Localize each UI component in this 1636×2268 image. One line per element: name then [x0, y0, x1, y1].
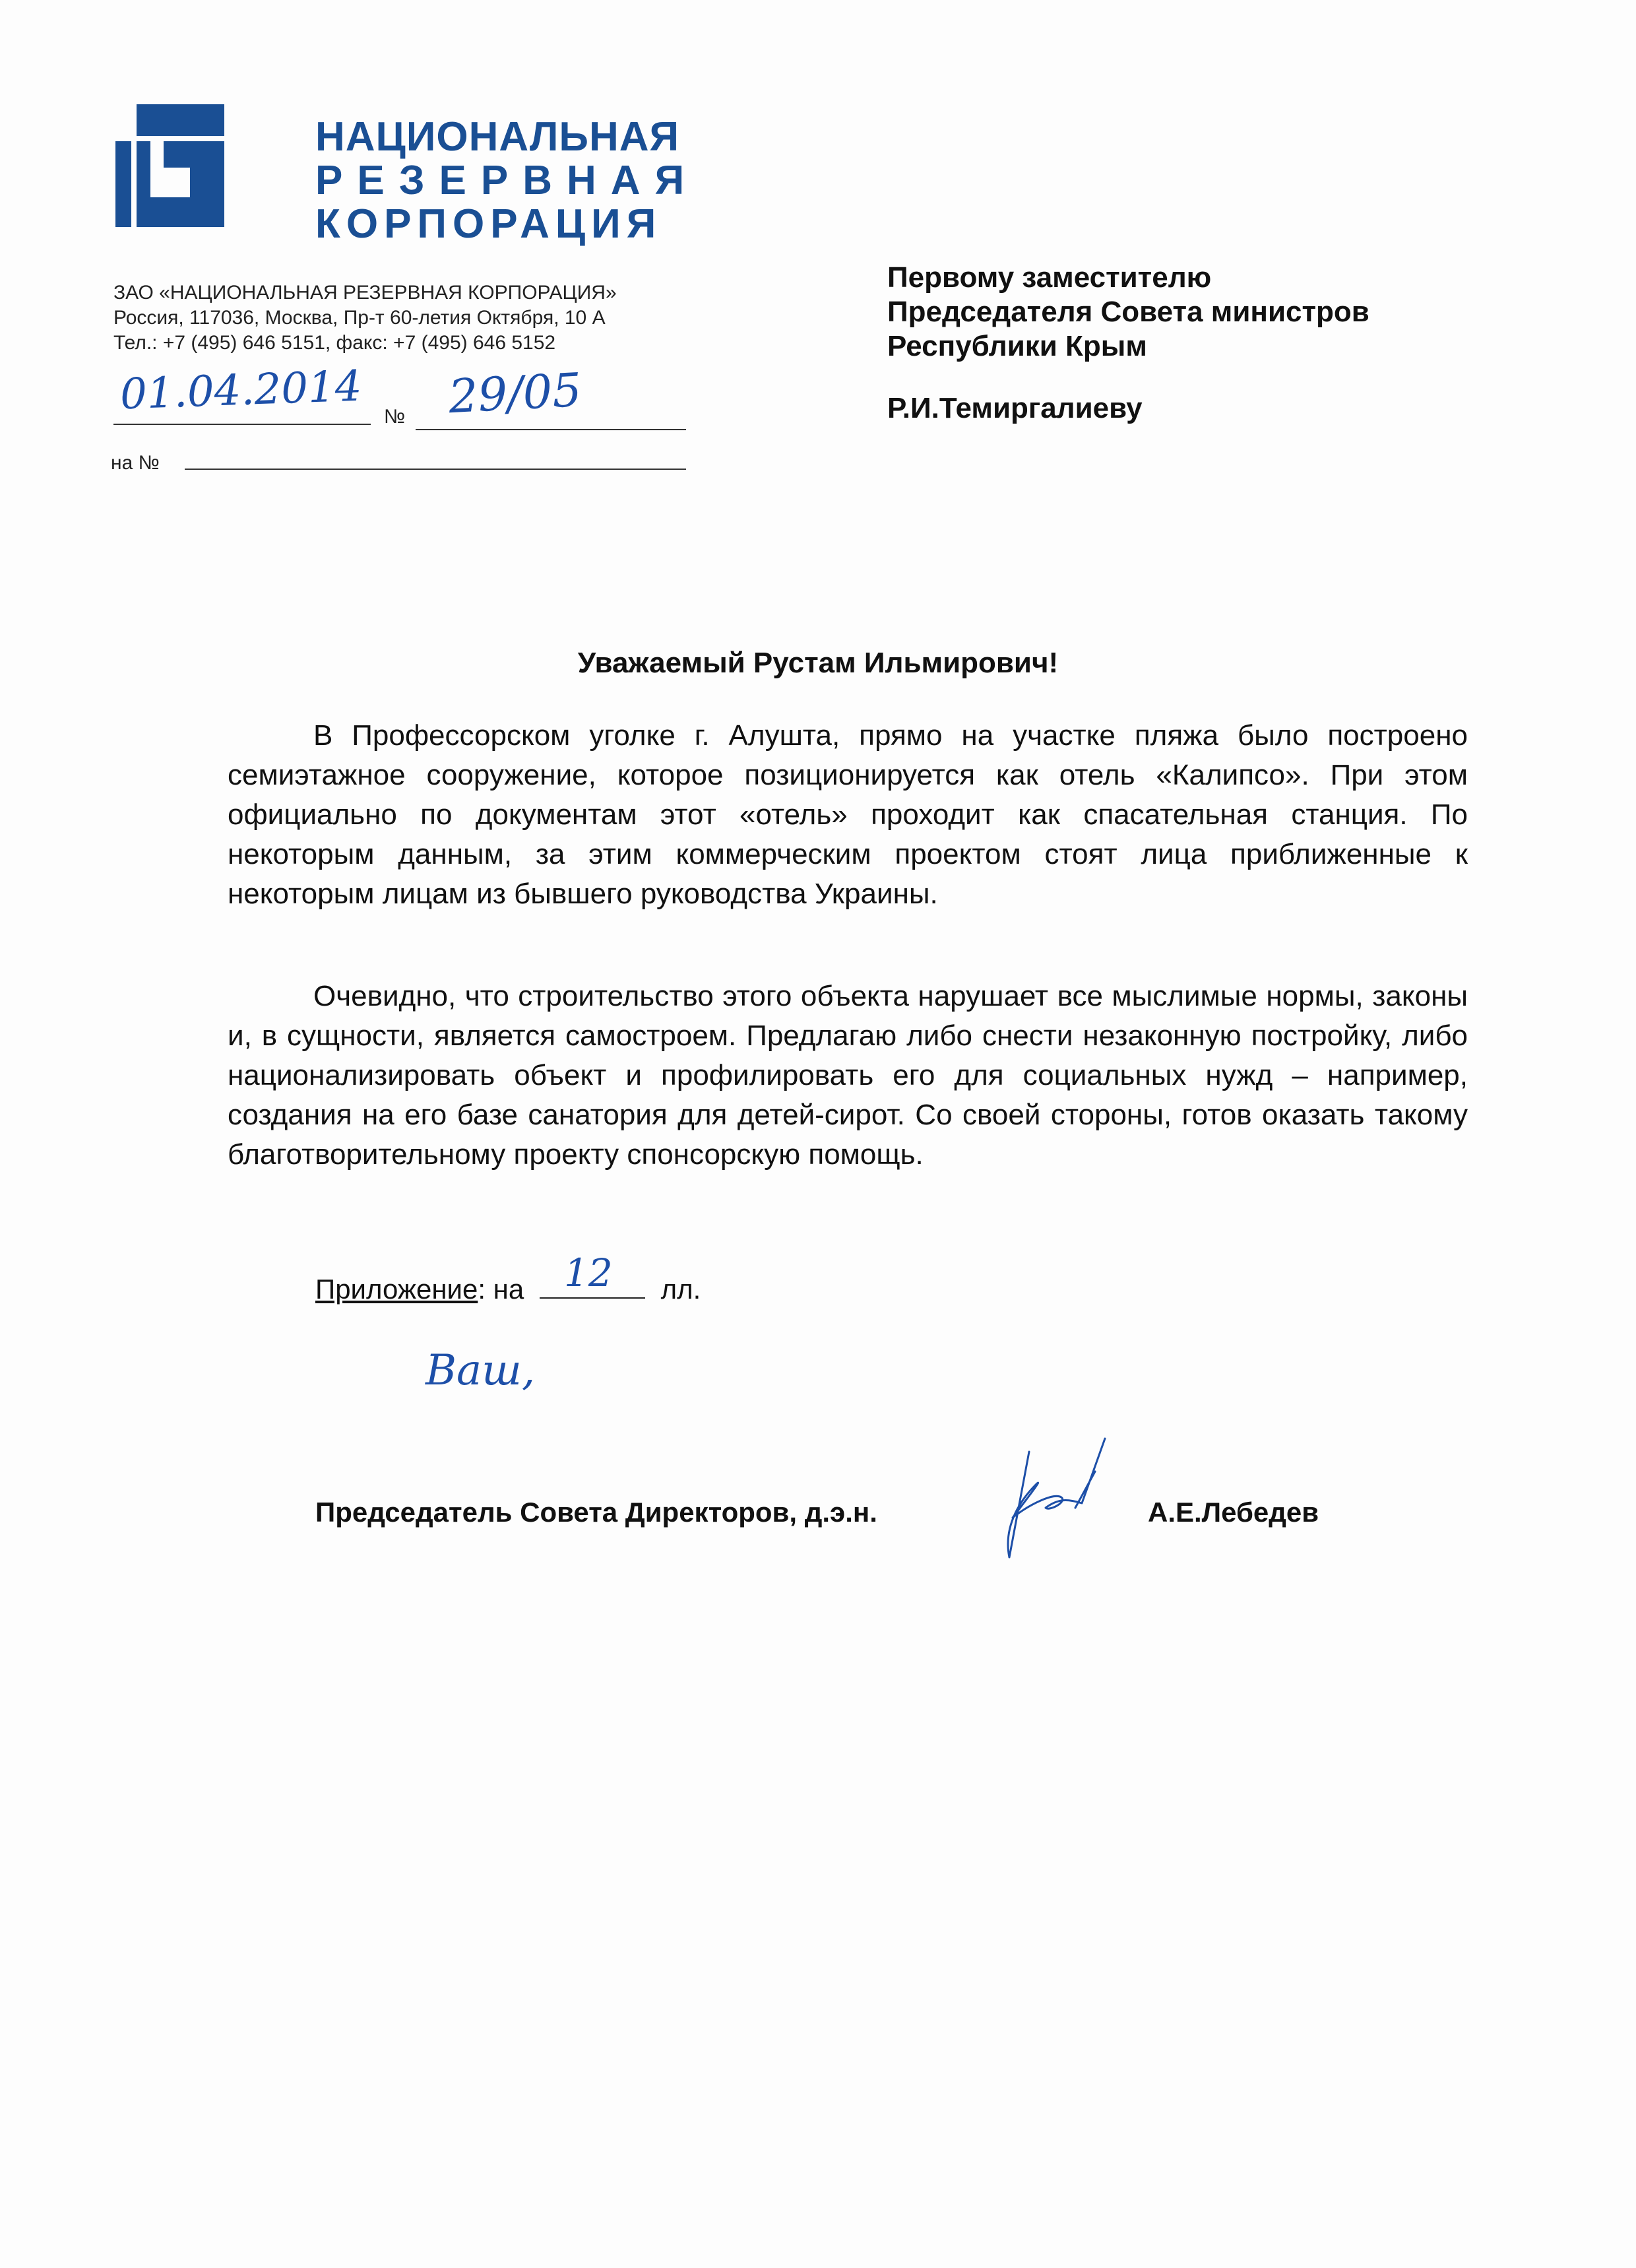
company-details: [113, 280, 617, 356]
org-name: ЗАО «НАЦИОНАЛЬНАЯ РЕЗЕРВНАЯ КОРПОРАЦИЯ»: [113, 282, 617, 304]
addressee-line-2: Председателя Совета министров: [887, 296, 1369, 328]
addressee-line-1: Первому заместителю: [887, 261, 1212, 294]
signer-title: Председатель Совета Директоров, д.э.н.: [315, 1497, 877, 1528]
attachment-count: 12: [564, 1250, 613, 1295]
addressee-block: [887, 261, 1369, 426]
attachment-prefix: : на: [478, 1274, 524, 1305]
brand-line-2: РЕЗЕРВНАЯ: [315, 158, 699, 203]
addressee-line-3: Республики Крым: [887, 330, 1147, 362]
reply-to-label: на №: [111, 452, 160, 474]
outgoing-number: 29/05: [447, 362, 583, 424]
signature-icon: [983, 1425, 1148, 1571]
brand-line-3: КОРПОРАЦИЯ: [315, 201, 662, 247]
salutation: Уважаемый Рустам Ильмирович!: [577, 647, 1059, 679]
company-brand-name: [315, 115, 699, 246]
attachment-suffix: лл.: [660, 1274, 701, 1305]
body-paragraph-2: Очевидно, что строительство этого объекта нарушает все мыслимые нормы, законы и, в сущности, является самостроем. Предлагаю либо снести незаконную постройку, либо национализировать объект и профилировать его для социальных нужд – например, создания на его базе санатория для детей-сирот. Со своей стороны, готов оказать такому благотворительному проекту спонсорскую помощь.: [228, 980, 1468, 1171]
company-logo-icon: [115, 104, 244, 230]
attachment-line: [315, 1274, 701, 1305]
handwritten-closing: Ваш,: [425, 1346, 536, 1395]
number-label: №: [384, 406, 406, 428]
org-contacts: Тел.: +7 (495) 646 5151, факс: +7 (495) 646 5152: [113, 332, 556, 354]
number-underline: [416, 429, 686, 430]
addressee-name: Р.И.Темиргалиеву: [887, 392, 1143, 424]
signer-name: А.Е.Лебедев: [1148, 1497, 1319, 1528]
body-paragraph-1: В Профессорском уголке г. Алушта, прямо на участке пляжа было построено семиэтажное сооружение, которое позиционируется как отель «Калипсо». При этом официально по документам этот «отель» проходит как спасательная станция. По некоторым данным, за этим коммерческим проектом стоят лица приближенные к некоторым лицам из бывшего руководства Украины.: [228, 719, 1468, 910]
org-address: Россия, 117036, Москва, Пр-т 60-летия Октября, 10 А: [113, 307, 606, 329]
brand-line-1: НАЦИОНАЛЬНАЯ: [315, 114, 680, 160]
reply-to-underline: [185, 469, 686, 470]
attachment-label: Приложение: [315, 1274, 478, 1305]
outgoing-date: 01.04.2014: [119, 362, 363, 420]
date-underline: [113, 424, 371, 425]
